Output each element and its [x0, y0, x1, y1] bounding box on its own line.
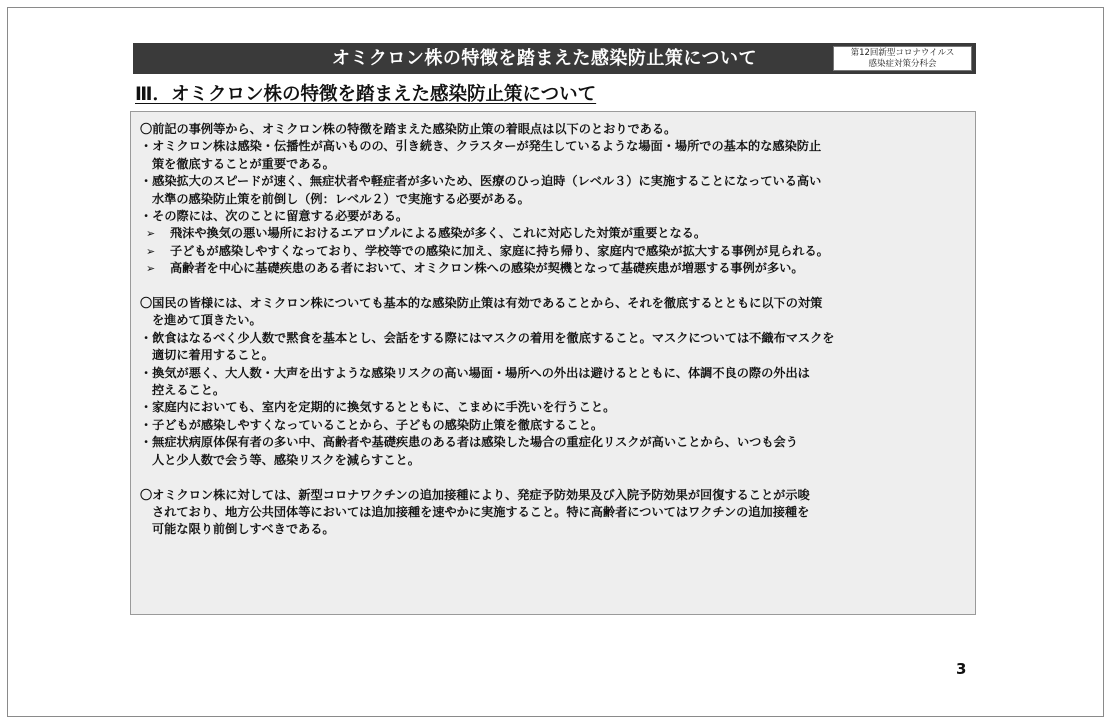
arrow-bullet-icon: ➢: [146, 262, 156, 276]
list-item: ・飲食はなるべく少人数で黙食を基本とし、会話をする際にはマスクの着用を徹底すること。マスクについては不織布マスクを: [140, 330, 835, 345]
bullet-main-1: 〇前記の事例等から、オミクロン株の特徴を踏まえた感染防止策の着眼点は以下のとおりである。: [140, 122, 677, 136]
arrow-item-text: 子どもが感染しやすくなっており、学校等での感染に加え、家庭に持ち帰り、家庭内で感染が拡大する事例が見られる。: [170, 243, 829, 258]
spacer: [140, 469, 969, 486]
arrow-bullet-icon: ➢: [146, 244, 156, 258]
section-heading: Ⅲ．オミクロン株の特徴を踏まえた感染防止策について: [135, 84, 597, 105]
arrow-item: [140, 260, 969, 277]
bullet-main-2: 〇国民の皆様には、オミクロン株についても基本的な感染防止策は有効であることから、それを徹底するとともに以下の対策: [140, 296, 823, 311]
arrow-item-text: 飛沫や換気の悪い場所におけるエアロゾルによる感染が多く、これに対応した対策が重要となる。: [170, 226, 707, 241]
list-item-continued: 人と少人数で会う等、感染リスクを減らすこと。: [152, 452, 420, 467]
slide-title: オミクロン株の特徴を踏まえた感染防止策について: [331, 48, 758, 69]
content-box: [130, 111, 976, 615]
list-item: ・換気が悪く、大人数・大声を出すような感染リスクの高い場面・場所への外出は避けるとともに、体調不良の際の外出は: [140, 365, 810, 380]
list-item: ・家庭内においても、室内を定期的に換気するとともに、こまめに手洗いを行うこと。: [140, 400, 616, 415]
meeting-badge-line1: 第12回新型コロナウイルス: [850, 48, 955, 58]
list-item: ・感染拡大のスピードが速く、無症状者や軽症者が多いため、医療のひっ迫時（レベル３）に実施することになっている高い: [140, 174, 822, 189]
bullet-main-3-continued: されており、地方公共団体等においては追加接種を速やかに実施すること。特に高齢者についてはワクチンの追加接種を: [152, 504, 810, 519]
list-item: ・子どもが感染しやすくなっていることから、子どもの感染防止策を徹底すること。: [140, 417, 604, 432]
bullet-main-3: 〇オミクロン株に対しては、新型コロナワクチンの追加接種により、発症予防効果及び入院予防効果が回復することが示唆: [140, 487, 810, 502]
meeting-badge-line2: 感染症対策分科会: [868, 58, 937, 69]
arrow-item-text: 高齢者を中心に基礎疾患のある者において、オミクロン株への感染が契機となって基礎疾患が増悪する事例が多い。: [170, 261, 804, 276]
meeting-badge: [833, 46, 972, 71]
list-item-continued: 控えること。: [152, 383, 226, 398]
bullet-main-3-continued: 可能な限り前倒しすべきである。: [152, 522, 335, 537]
arrow-bullet-icon: ➢: [146, 227, 156, 241]
list-item: ・無症状病原体保有者の多い中、高齢者や基礎疾患のある者は感染した場合の重症化リスクが高いことから、いつも会う: [140, 435, 798, 450]
list-item-continued: 適切に着用すること。: [152, 348, 274, 363]
list-item-continued: 策を徹底することが重要である。: [152, 156, 335, 171]
arrow-item: [140, 243, 969, 260]
arrow-item: [140, 225, 969, 242]
list-item: ・オミクロン株は感染・伝播性が高いものの、引き続き、クラスターが発生しているような場面・場所での基本的な感染防止: [140, 139, 822, 154]
bullet-main-2-continued: を進めて頂きたい。: [152, 313, 262, 328]
page-number: 3: [956, 660, 967, 678]
spacer: [140, 278, 969, 295]
title-bar: [133, 43, 976, 74]
list-item: ・その際には、次のことに留意する必要がある。: [140, 209, 409, 224]
list-item-continued: 水準の感染防止策を前倒し（例：レベル２）で実施する必要がある。: [152, 191, 530, 206]
